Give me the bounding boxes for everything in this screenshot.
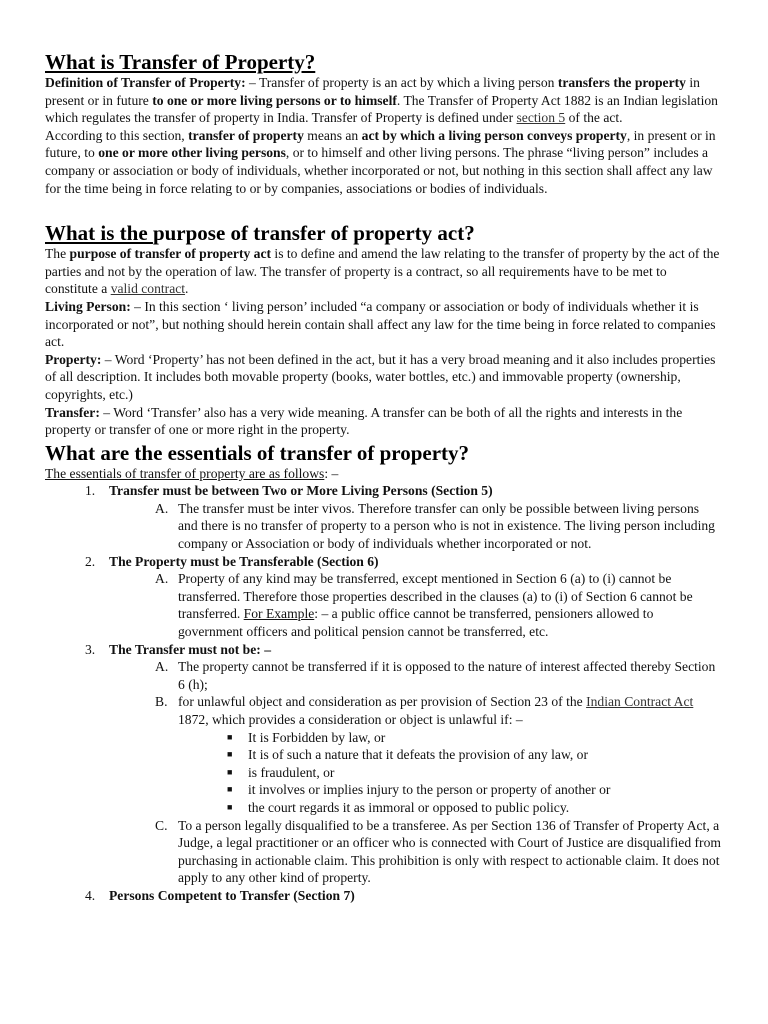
bullet-square-icon: ■: [227, 766, 233, 777]
bullet-square-icon: ■: [227, 784, 233, 795]
paragraph-definition: Definition of Transfer of Property: – Transfer of property is an act by which a living person transfers the property in present or in future to one or more living persons or to himself. The Transfer of Property Act 1882 is an Indian legislation which regulates the transfer of property in India. Transfer of Property is defined under section 5 of the act.: [45, 75, 718, 126]
bullet-square-icon: ■: [227, 749, 233, 760]
sub-list-item: A. The property cannot be transferred if it is opposed to the nature of interest affected thereby Section 6 (h);: [155, 659, 716, 692]
bullet-list: [178, 729, 721, 817]
list-item: 4. Persons Competent to Transfer (Section 7): [85, 887, 355, 903]
sub-list-item: C. To a person legally disqualified to be a transferee. As per Section 136 of Transfer of Property Act, a Judge, a legal practitioner or an officer who is connected with Court of Justice are disqualified from purchasing in actionable claim. This prohibition is only with respect to actionable claim. It does not apply to any other kind of property.: [155, 817, 721, 886]
heading-what-is-transfer: What is Transfer of Property?: [45, 50, 316, 74]
link-indian-contract-act[interactable]: Indian Contract Act: [586, 694, 694, 710]
link-valid-contract[interactable]: valid contract: [110, 281, 186, 297]
bullet-square-icon: ■: [227, 801, 233, 812]
sub-list-item: A. The transfer must be inter vivos. Therefore transfer can only be possible between living persons and there is no transfer of property to a person who is not in existence. The living person including company or Association or body of individuals whether incorporated or not.: [155, 500, 715, 552]
paragraph-section-meaning: According to this section, transfer of property means an act by which a living person conveys property, in present or in future, to one or more other living persons, or to himself and other living persons. The phrase “living person” includes a company or association or body of individuals, whether incorporated or not, but nothing in this section shall affect any law for the time being in force relating to or by companies, associations or bodies of individuals.: [45, 127, 716, 196]
heading-purpose: What is the purpose of transfer of property act?: [45, 221, 475, 246]
document-page: [45, 50, 721, 905]
bullet-item: ■ the court regards it as immoral or opposed to public policy.: [227, 799, 570, 815]
sub-list-item: A. Property of any kind may be transferred, except mentioned in Section 6 (a) to (i) cannot be transferred. Therefore those properties described in the clauses (a) to (i) of Section 6 cannot be transferred. For Example: – a public office cannot be transferred, pensioners allowed to government officers and political pension cannot be transferred, etc.: [155, 571, 693, 640]
paragraph-property: Property: – Word ‘Property’ has not been defined in the act, but it has a very broad meaning and it also includes properties of all description. It includes both movable property (books, water bottles, etc.) and immovable property (ownership, copyrights, etc.): [45, 351, 716, 402]
heading-essentials: What are the essentials of transfer of property?: [45, 440, 470, 465]
bullet-item: ■ is fraudulent, or: [227, 764, 335, 780]
bullet-square-icon: ■: [227, 731, 233, 742]
paragraph-purpose: The purpose of transfer of property act is to define and amend the law relating to the transfer of property by the act of the parties and not by the operation of law. The transfer of property is a contract, so all requirements have to be met to constitute a valid contract.: [45, 246, 720, 297]
bullet-item: ■ it involves or implies injury to the person or property of another or: [227, 782, 611, 798]
paragraph-transfer: Transfer: – Word ‘Transfer’ also has a very wide meaning. A transfer can be both of all the rights and interests in the property or transfer of one or more right in the property.: [45, 404, 683, 438]
bullet-item: ■ It is of such a nature that it defeats the provision of any law, or: [227, 747, 588, 763]
sub-list-item: B. for unlawful object and consideration as per provision of Section 23 of the Indian Contract Act 1872, which provides a consideration or object is unlawful if: – ■ It is Forbidden by law, or ■ It is of such a nature that it defeats the provision of any law, or ■ is fraudulent, or ■ it involves or implies injury to the person or property of another or ■ the court regards it as immoral or opposed to public policy.: [109, 693, 721, 816]
sub-list: [109, 570, 721, 640]
essentials-list: [45, 482, 721, 904]
sub-list: [109, 658, 721, 887]
link-section-5[interactable]: section 5: [516, 110, 566, 126]
bullet-item: ■ It is Forbidden by law, or: [227, 729, 386, 745]
list-item: 3. The Transfer must not be: – A. The property cannot be transferred if it is opposed to the nature of interest affected thereby Section 6 (h); B. for unlawful object and consideration as per provision of Section 23 of the Indian Contract Act 1872, which provides a consideration or object is unlawful if: – ■ It is Forbidden by law, or ■ It is of such a nature that it defeats the provision of any law, or ■ is fraudulent, or ■ it involves or implies injury to the person or property of another or ■ the court regards it as immoral or opposed to public policy. C. To a person legally disqualified to be a transferee. As per Section 136 of Transfer of Property Act, a Judge, a legal practitioner or an officer who is connected with Court of Justice are disqualified from purchasing in actionable claim. This prohibition is only with respect to actionable claim. It does not apply to any other kind of property.: [85, 641, 721, 886]
paragraph-living-person: Living Person: – In this section ‘ living person’ included “a company or association or body of individuals whether it is incorporated or not”, but nothing should herein contain shall affect any law for the time being in force related to companies act.: [45, 298, 716, 350]
paragraph-essentials-intro: The essentials of transfer of property are as follows: –: [45, 465, 339, 481]
list-item: 2. The Property must be Transferable (Section 6) A. Property of any kind may be transferred, except mentioned in Section 6 (a) to (i) cannot be transferred. Therefore those properties described in the clauses (a) to (i) of Section 6 cannot be transferred. For Example: – a public office cannot be transferred, pensioners allowed to government officers and political pension cannot be transferred, etc.: [45, 553, 721, 641]
sub-list: [109, 500, 721, 553]
list-item: 1. Transfer must be between Two or More Living Persons (Section 5) A. The transfer must be inter vivos. Therefore transfer can only be possible between living persons and there is no transfer of property to a person who is not in existence. The living person including company or Association or body of individuals whether incorporated or not.: [45, 482, 721, 552]
